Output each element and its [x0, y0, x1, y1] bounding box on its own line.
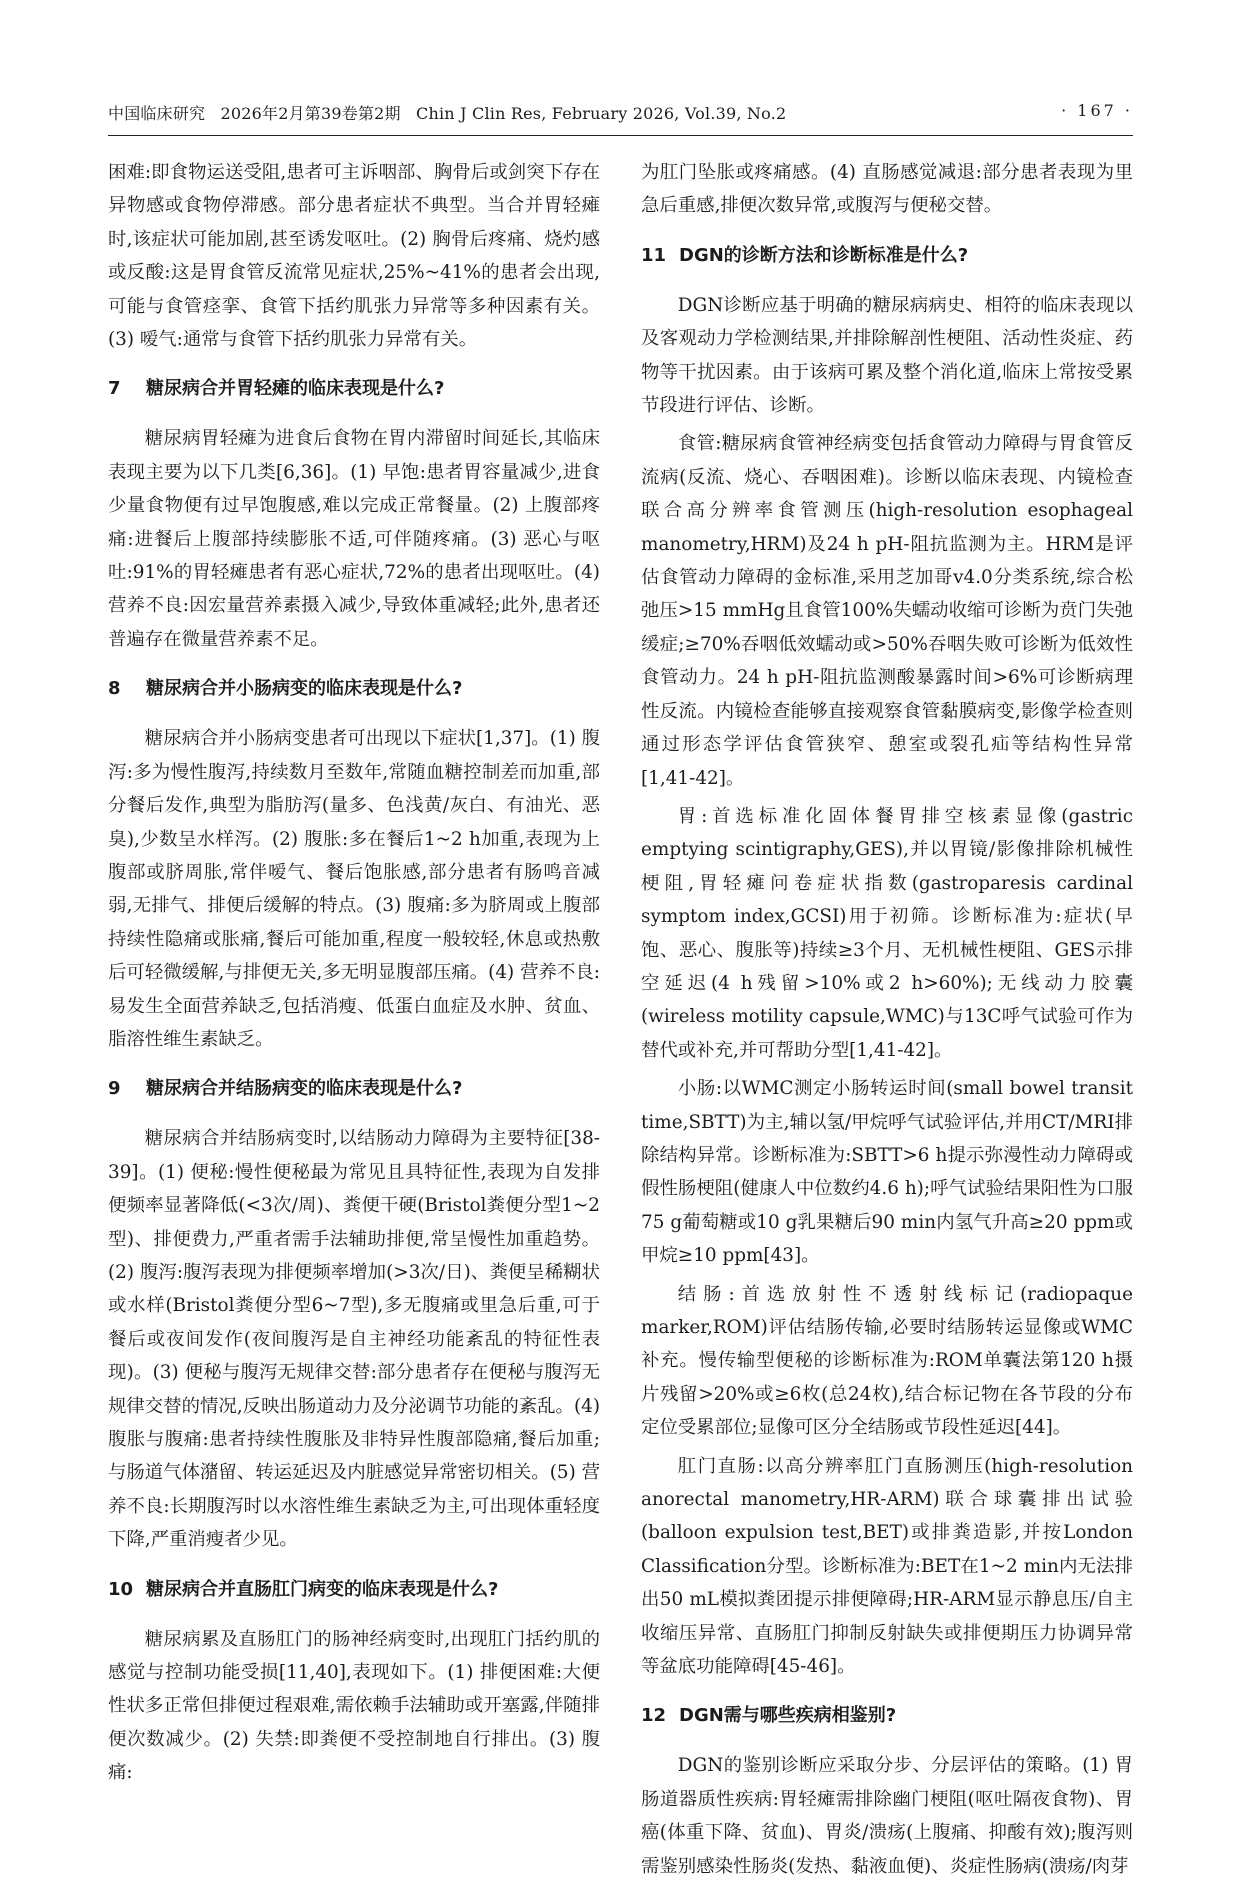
section-number: 12 [641, 1705, 667, 1727]
journal-name-cn: 中国临床研究 [108, 104, 206, 123]
paragraph: 糖尿病累及直肠肛门的肠神经病变时,出现肛门括约肌的感觉与控制功能受损[11,40],表现如下。(1) 排便困难:大便性状多正常但排便过程艰难,需依赖手法辅助或开塞露,伴随排便次数减少。(2) 失禁:即粪便不受控制地自行排出。(3) 腹痛: [108, 1628, 600, 1784]
section-title: DGN的诊断方法和诊断标准是什么? [679, 244, 969, 266]
section-title: 糖尿病合并小肠病变的临床表现是什么? [146, 678, 463, 700]
paragraph: 困难:即食物运送受阻,患者可主诉咽部、胸骨后或剑突下存在异物感或食物停滞感。部分患者症状不典型。当合并胃轻瘫时,该症状可能加剧,甚至诱发呕吐。(2) 胸骨后疼痛、烧灼感或反酸:这是胃食管反流常见症状,25%~41%的患者会出现,可能与食管痉挛、食管下括约肌张力异常等多种因素有关。(3) 嗳气:通常与食管下括约肌张力异常有关。 [108, 162, 600, 351]
paragraph: 糖尿病合并小肠病变患者可出现以下症状[1,37]。(1) 腹泻:多为慢性腹泻,持续数月至数年,常随血糖控制差而加重,部分餐后发作,典型为脂肪泻(量多、色浅黄/灰白、有油光、恶臭),少数呈水样泻。(2) 腹胀:多在餐后1~2 h加重,表现为上腹部或脐周胀,常伴嗳气、餐后饱胀感,部分患者有肠鸣音减弱,无排气、排便后缓解的特点。(3) 腹痛:多为脐周或上腹部持续性隐痛或胀痛,餐后可能加重,程度一般较轻,休息或热敷后可轻微缓解,与排便无关,多无明显腹部压痛。(4) 营养不良:易发生全面营养缺乏,包括消瘦、低蛋白血症及水肿、贫血、脂溶性维生素缺乏。 [108, 728, 600, 1050]
section-heading-12 [641, 1702, 1133, 1730]
section-number: 11 [641, 244, 667, 266]
issue-info-cn: 2026年2月第39卷第2期 [220, 104, 401, 123]
section-title: 糖尿病合并结肠病变的临床表现是什么? [146, 1078, 463, 1100]
paragraph: 胃:首选标准化固体餐胃排空核素显像(gastric emptying scintigraphy,GES),并以胃镜/影像排除机械性梗阻,胃轻瘫问卷症状指数(gastroparesis cardinal symptom index,GCSI)用于初筛。诊断标准为:症状(早饱、恶心、腹胀等)持续≥3个月、无机械性梗阻、GES示排空延迟(4 h残留>10%或2 h>60%);无线动力胶囊(wireless motility capsule,WMC)与13C呼气试验可作为替代或补充,并可帮助分型[1,41-42]。 [641, 805, 1133, 1061]
paragraph: 肛门直肠:以高分辨率肛门直肠测压(high-resolution anorectal manometry,HR-ARM)联合球囊排出试验(balloon expulsion test,BET)或排粪造影,并按London Classification分型。诊断标准为:BET在1~2 min内无法排出50 mL模拟粪团提示排便障碍;HR-ARM显示静息压/自主收缩压异常、直肠肛门抑制反射缺失或排便期压力协调异常等盆底功能障碍[45-46]。 [641, 1455, 1133, 1678]
paragraph: 小肠:以WMC测定小肠转运时间(small bowel transit time,SBTT)为主,辅以氢/甲烷呼气试验评估,并用CT/MRI排除结构异常。诊断标准为:SBTT>6 h提示弥漫性动力障碍或假性肠梗阻(健康人中位数约4.6 h);呼气试验结果阳性为口服75 g葡萄糖或10 g乳果糖后90 min内氢气升高≥20 ppm或甲烷≥10 ppm[43]。 [641, 1078, 1133, 1267]
section-heading-11 [641, 242, 1133, 270]
paragraph: 结肠:首选放射性不透射线标记(radiopaque marker,ROM)评估结肠传输,必要时结肠转运显像或WMC补充。慢传输型便秘的诊断标准为:ROM单囊法第120 h摄片残留>20%或≥6枚(总24枚),结合标记物在各节段的分布定位受累部位;显像可区分全结肠或节段性延迟[44]。 [641, 1283, 1133, 1439]
section-title: 糖尿病合并胃轻瘫的临床表现是什么? [146, 378, 445, 400]
section-heading-10 [108, 1576, 600, 1604]
journal-name-en: Chin J Clin Res, February 2026, Vol.39, No.2 [416, 104, 787, 123]
section-heading-8 [108, 675, 600, 703]
section-heading-9 [108, 1075, 600, 1103]
paragraph: 糖尿病合并结肠病变时,以结肠动力障碍为主要特征[38-39]。(1) 便秘:慢性便秘最为常见且具特征性,表现为自发排便频率显著降低(<3次/周)、粪便干硬(Bristol粪便分型1~2型)、排便费力,严重者需手法辅助排便,常呈慢性加重趋势。(2) 腹泻:腹泻表现为排便频率增加(>3次/日)、粪便呈稀糊状或水样(Bristol粪便分型6~7型),多无腹痛或里急后重,可于餐后或夜间发作(夜间腹泻是自主神经功能紊乱的特征性表现)。(3) 便秘与腹泻无规律交替:部分患者存在便秘与腹泻无规律交替的情况,反映出肠道动力及分泌调节功能的紊乱。(4) 腹胀与腹痛:患者持续性腹胀及非特异性腹部隐痛,餐后加重;与肠道气体潴留、转运延迟及内脏感觉异常密切相关。(5) 营养不良:长期腹泻时以水溶性维生素缺乏为主,可出现体重轻度下降,严重消瘦者少见。 [108, 1128, 600, 1551]
page-number: · 167 · [1061, 101, 1133, 120]
paragraph: 食管:糖尿病食管神经病变包括食管动力障碍与胃食管反流病(反流、烧心、吞咽困难)。诊断以临床表现、内镜检查联合高分辨率食管测压(high-resolution esophageal manometry,HRM)及24 h pH-阻抗监测为主。HRM是评估食管动力障碍的金标准,采用芝加哥v4.0分类系统,综合松弛压>15 mmHg且食管100%失蠕动收缩可诊断为贲门失弛缓症;≥70%吞咽低效蠕动或>50%吞咽失败可诊断为低效性食管动力。24 h pH-阻抗监测酸暴露时间>6%可诊断病理性反流。内镜检查能够直接观察食管黏膜病变,影像学检查则通过形态学评估食管狭窄、憩室或裂孔疝等结构性异常[1,41-42]。 [641, 433, 1133, 789]
paragraph: 为肛门坠胀或疼痛感。(4) 直肠感觉减退:部分患者表现为里急后重感,排便次数异常,或腹泻与便秘交替。 [641, 162, 1133, 217]
running-header [108, 101, 1133, 136]
section-number: 10 [108, 1578, 134, 1600]
left-column [108, 156, 600, 1790]
section-title: DGN需与哪些疾病相鉴别? [679, 1705, 897, 1727]
right-column [641, 156, 1133, 1883]
section-number: 8 [108, 678, 121, 700]
section-heading-7 [108, 375, 600, 403]
paragraph: DGN的鉴别诊断应采取分步、分层评估的策略。(1) 胃肠道器质性疾病:胃轻瘫需排除幽门梗阻(呕吐隔夜食物)、胃癌(体重下降、贫血)、胃炎/溃疡(上腹痛、抑酸有效);腹泻则需鉴别感染性肠炎(发热、黏液血便)、炎症性肠病(溃疡/肉芽 [641, 1755, 1133, 1877]
paragraph: 糖尿病胃轻瘫为进食后食物在胃内滞留时间延长,其临床表现主要为以下几类[6,36]。(1) 早饱:患者胃容量减少,进食少量食物便有过早饱腹感,难以完成正常餐量。(2) 上腹部疼痛:进餐后上腹部持续膨胀不适,可伴随疼痛。(3) 恶心与呕吐:91%的胃轻瘫患者有恶心症状,72%的患者出现呕吐。(4) 营养不良:因宏量营养素摄入减少,导致体重减轻;此外,患者还普遍存在微量营养素不足。 [108, 428, 600, 650]
section-number: 7 [108, 378, 121, 400]
section-number: 9 [108, 1078, 121, 1100]
section-title: 糖尿病合并直肠肛门病变的临床表现是什么? [146, 1578, 499, 1600]
header-journal-info [108, 101, 796, 124]
paragraph: DGN诊断应基于明确的糖尿病病史、相符的临床表现以及客观动力学检测结果,并排除解剖性梗阻、活动性炎症、药物等干扰因素。由于该病可累及整个消化道,临床上常按受累节段进行评估、诊断。 [641, 294, 1133, 417]
